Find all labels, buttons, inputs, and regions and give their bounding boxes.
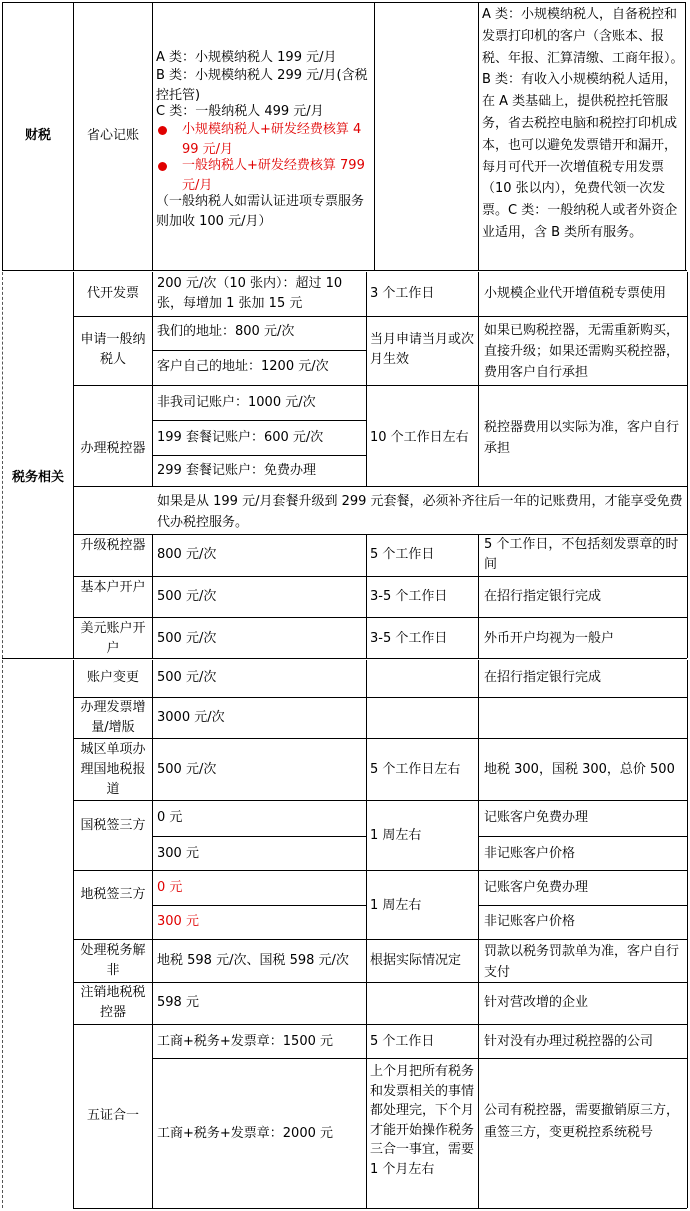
note-cell: 在招行指定银行完成 xyxy=(484,589,602,604)
time-cell: 上个月把所有税务和发票相关的事情都处理完，下个月才能开始操作税务三合一事宜，需要 1 个月左右 xyxy=(370,1064,475,1177)
note-cell: 针对没有办理过税控器的公司 xyxy=(484,1034,654,1049)
item-name: 五证合一 xyxy=(86,1108,139,1123)
time-cell: 10 个工作日左右 xyxy=(370,430,469,445)
time-cell: 5 个工作日 xyxy=(370,1034,435,1049)
price-cell: 598 元 xyxy=(157,995,199,1010)
note-cell: 罚款以税务罚款单为准，客户自行支付 xyxy=(484,944,680,980)
time-cell: 3 个工作日 xyxy=(370,286,435,301)
span-note: 如果是从 199 元/月套餐升级到 299 元套餐，必须补齐往后一年的记账费用，才能享受免费代办税控服务。 xyxy=(157,494,683,530)
item-name: 账户变更 xyxy=(86,670,139,685)
note-cell: 如果已购税控器，无需重新购买，直接升级；如果还需购买税控器，费用客户自行承担 xyxy=(484,323,680,380)
item-name: 城区单项办理国地税报道 xyxy=(80,742,146,797)
price-cell: 500 元/次 xyxy=(157,589,217,604)
price-cell: 300 元 xyxy=(157,846,199,861)
item-name: 地税签三方 xyxy=(80,887,146,902)
price-cell: 非我司记账户：1000 元/次 xyxy=(157,395,316,410)
price-cell: 地税 598 元/次、国税 598 元/次 xyxy=(157,953,349,968)
note-cell: 小规模企业代开增值税专票使用 xyxy=(484,286,667,301)
time-cell: 3-5 个工作日 xyxy=(370,589,448,604)
price-cell: 300 元 xyxy=(157,914,199,929)
time-cell: 1 周左右 xyxy=(370,828,422,843)
note-cell: 税控器费用以实际为准，客户自行承担 xyxy=(484,420,680,456)
note-cell: 非记账客户价格 xyxy=(484,914,576,929)
item-name: 基本户开户 xyxy=(80,580,146,595)
price-cell: 199 套餐记账户：600 元/次 xyxy=(157,430,324,445)
item-name: 办理发票增量/增版 xyxy=(80,700,146,735)
price-cell: 200 元/次（10 张内）：超过 10 张，每增加 1 张加 15 元 xyxy=(157,276,343,311)
time-cell: 5 个工作日左右 xyxy=(370,762,461,777)
price-a: A 类：小规模纳税人 199 元/月 xyxy=(156,50,337,65)
time-cell: 5 个工作日 xyxy=(370,547,435,562)
item-name: 申请一般纳税人 xyxy=(80,332,146,367)
note-cell: 记账客户免费办理 xyxy=(484,880,589,895)
price-cell: 500 元/次 xyxy=(157,631,217,646)
note-cell: 地税 300，国税 300，总价 500 xyxy=(484,762,675,777)
note-cell: 公司有税控器，需要撤销原三方，重签三方，变更税控系统税号 xyxy=(484,1103,680,1140)
item-name: 升级税控器 xyxy=(80,538,146,553)
time-cell: 3-5 个工作日 xyxy=(370,631,448,646)
section-label-finance: 财税 xyxy=(24,128,51,143)
price-cell: 299 套餐记账户：免费办理 xyxy=(157,463,316,478)
price-cell: 500 元/次 xyxy=(157,762,217,777)
price-extra: （一般纳税人如需认证进项专票服务则加收 100 元/月） xyxy=(156,194,365,229)
item-name: 注销地税税控器 xyxy=(80,985,146,1020)
price-red-2: 一般纳税人+研发经费核算 799 元/月 xyxy=(182,158,365,193)
item-name: 省心记账 xyxy=(86,128,139,143)
bullet-icon xyxy=(158,162,167,171)
section-label-tax: 税务相关 xyxy=(11,470,64,485)
price-cell: 3000 元/次 xyxy=(157,710,225,725)
price-cell: 0 元 xyxy=(157,810,183,825)
note-cell: 外币开户均视为一般户 xyxy=(484,631,615,646)
item-name: 美元账户开户 xyxy=(80,621,146,656)
time-cell: 1 周左右 xyxy=(370,898,422,913)
item-name: 国税签三方 xyxy=(80,818,146,833)
note-cell: 5 个工作日，不包括刻发票章的时间 xyxy=(484,537,679,572)
price-cell: 工商+税务+发票章：1500 元 xyxy=(157,1034,334,1049)
time-cell: 根据实际情况定 xyxy=(370,953,462,968)
price-cell: 500 元/次 xyxy=(157,670,217,685)
item-name: 代开发票 xyxy=(86,286,139,301)
note-cell: 针对营改增的企业 xyxy=(484,995,589,1010)
price-b: B 类：小规模纳税人 299 元/月(含税控托管) xyxy=(156,68,368,103)
note-cell: 非记账客户价格 xyxy=(484,846,576,861)
price-red-1: 小规模纳税人+研发经费核算 499 元/月 xyxy=(182,122,362,157)
service-notes: A 类：小规模纳税人，自备税控和发票打印机的客户（含账本、报税、年报、汇算清缴、工商年报）。B 类：有收入小规模纳税人适用，在 A 类基础上，提供税控托管服务，省去税控电脑和税控打印机成本，也可以避免发票错开和漏开，每月可代开一次增值税专用发票（10 张以内），免费代领一次发票。C 类：一般纳税人或者外资企业适用，含 B 类所有服务。 xyxy=(482,7,684,240)
time-cell: 当月申请当月或次月生效 xyxy=(370,332,475,367)
price-cell: 800 元/次 xyxy=(157,547,217,562)
price-c: C 类：一般纳税人 499 元/月 xyxy=(156,104,324,119)
note-cell: 记账客户免费办理 xyxy=(484,810,589,825)
bullet-icon xyxy=(158,126,167,135)
item-name: 处理税务解非 xyxy=(80,943,146,978)
item-name: 办理税控器 xyxy=(80,441,146,456)
price-cell: 客户自己的地址：1200 元/次 xyxy=(157,359,329,374)
price-cell: 工商+税务+发票章：2000 元 xyxy=(157,1126,334,1141)
price-cell: 0 元 xyxy=(157,880,183,895)
price-cell: 我们的地址：800 元/次 xyxy=(157,324,295,339)
note-cell: 在招行指定银行完成 xyxy=(484,670,602,685)
